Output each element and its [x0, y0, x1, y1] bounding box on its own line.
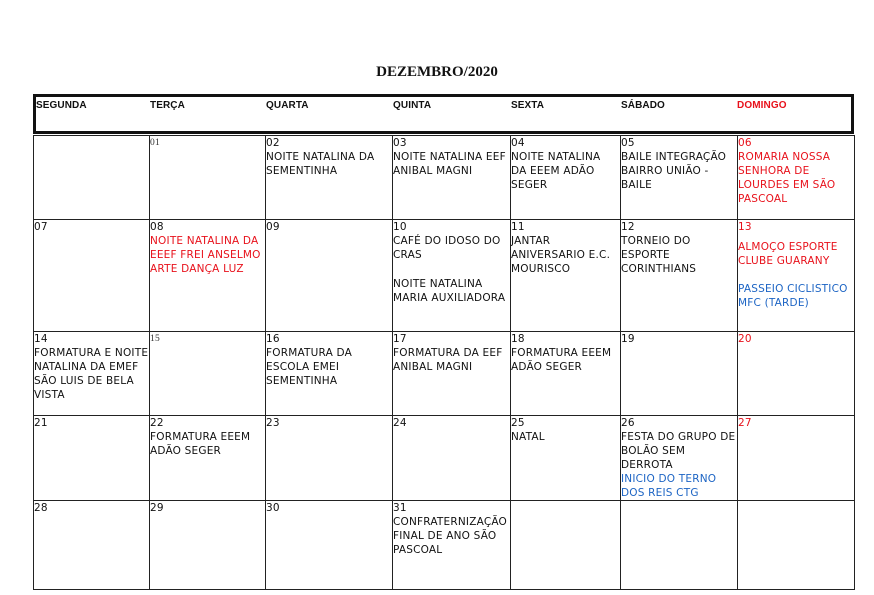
day-number: 12: [621, 221, 635, 233]
day-number: 09: [266, 221, 280, 233]
day-number: 22: [150, 417, 164, 429]
day-cell: [150, 416, 266, 501]
day-number: 01: [150, 138, 160, 148]
day-cell: [34, 332, 150, 416]
day-number: 19: [621, 333, 635, 345]
day-number: 31: [393, 502, 407, 514]
weekday-wednesday: QUARTA: [266, 100, 309, 111]
weekday-tuesday: TERÇA: [150, 100, 185, 111]
day-cell: [393, 332, 511, 416]
day-number: 24: [393, 417, 407, 429]
event-text: NATAL: [511, 431, 545, 443]
day-cell: [621, 416, 738, 501]
day-cell: [738, 220, 855, 332]
day-number: 15: [150, 334, 160, 344]
event-text: INICIO DO TERNO DOS REIS CTG: [621, 473, 717, 499]
day-cell: [393, 501, 511, 590]
event-text: FESTA DO GRUPO DE BOLÃO SEM DERROTA: [621, 431, 736, 471]
day-number: 11: [511, 221, 525, 233]
event-text: NOITE NATALINA EEF ANIBAL MAGNI: [393, 151, 506, 177]
day-number: 06: [738, 137, 752, 149]
day-cell: [738, 501, 855, 590]
event-text: CAFÉ DO IDOSO DO CRAS: [393, 235, 501, 261]
day-cell: [621, 332, 738, 416]
weekday-header: [33, 94, 854, 134]
day-number: 30: [266, 502, 280, 514]
weekday-friday: SEXTA: [511, 100, 545, 111]
event-text: CONFRATERNIZAÇÃO FINAL DE ANO SÃO PASCOAL: [393, 516, 508, 556]
event-text: NOITE NATALINA MARIA AUXILIADORA: [393, 278, 506, 304]
day-number: 16: [266, 333, 280, 345]
calendar-week: [34, 136, 855, 220]
day-number: 27: [738, 417, 752, 429]
day-cell: [266, 501, 393, 590]
day-number: 25: [511, 417, 525, 429]
event-text: PASSEIO CICLISTICO MFC (TARDE): [738, 283, 848, 309]
weekday-thursday: QUINTA: [393, 100, 432, 111]
day-number: 08: [150, 221, 164, 233]
day-cell: [150, 136, 266, 220]
day-number: 28: [34, 502, 48, 514]
event-text: TORNEIO DO ESPORTE CORINTHIANS: [621, 235, 697, 275]
day-number: 23: [266, 417, 280, 429]
day-cell: [511, 332, 621, 416]
day-cell: [393, 136, 511, 220]
calendar-week: [34, 220, 855, 332]
event-text: FORMATURA DA EEF ANIBAL MAGNI: [393, 347, 503, 373]
day-cell: [738, 416, 855, 501]
day-number: 02: [266, 137, 280, 149]
event-text: NOITE NATALINA DA EEEF FREI ANSELMO ARTE DANÇA LUZ: [150, 235, 261, 275]
day-cell: [266, 416, 393, 501]
day-cell: [266, 220, 393, 332]
calendar-grid: [33, 135, 855, 590]
day-number: 03: [393, 137, 407, 149]
day-cell: [738, 136, 855, 220]
day-number: 21: [34, 417, 48, 429]
day-cell: [266, 332, 393, 416]
day-cell: [266, 136, 393, 220]
day-number: 07: [34, 221, 48, 233]
day-cell: [621, 220, 738, 332]
day-number: 17: [393, 333, 407, 345]
event-text: JANTAR ANIVERSARIO E.C. MOURISCO: [511, 235, 611, 275]
calendar-week: [34, 501, 855, 590]
day-cell: [34, 501, 150, 590]
day-cell: [511, 136, 621, 220]
weekday-monday: SEGUNDA: [36, 100, 87, 111]
day-number: 04: [511, 137, 525, 149]
day-number: 29: [150, 502, 164, 514]
event-text: ROMARIA NOSSA SENHORA DE LOURDES EM SÃO PASCOAL: [738, 151, 836, 205]
day-cell: [150, 220, 266, 332]
event-text: FORMATURA EEEM ADÃO SEGER: [150, 431, 251, 457]
day-cell: [34, 416, 150, 501]
day-cell: [150, 332, 266, 416]
day-number: 20: [738, 333, 752, 345]
day-number: 18: [511, 333, 525, 345]
day-cell: [34, 136, 150, 220]
calendar-week: [34, 332, 855, 416]
day-cell: [393, 220, 511, 332]
event-text: NOITE NATALINA DA EEEM ADÃO SEGER: [511, 151, 601, 191]
day-cell: [150, 501, 266, 590]
day-number: 14: [34, 333, 48, 345]
day-cell: [511, 220, 621, 332]
day-cell: [34, 220, 150, 332]
event-text: FORMATURA DA ESCOLA EMEI SEMENTINHA: [266, 347, 353, 387]
day-cell: [738, 332, 855, 416]
event-text: FORMATURA E NOITE NATALINA DA EMEF SÃO LUIS DE BELA VISTA: [34, 347, 149, 401]
day-cell: [511, 501, 621, 590]
day-cell: [621, 136, 738, 220]
weekday-saturday: SÁBADO: [621, 100, 665, 111]
event-text: BAILE INTEGRAÇÃO BAIRRO UNIÃO - BAILE: [621, 151, 727, 191]
day-number: 05: [621, 137, 635, 149]
weekday-sunday: DOMINGO: [737, 100, 787, 111]
day-cell: [511, 416, 621, 501]
calendar-week: [34, 416, 855, 501]
day-number: 26: [621, 417, 635, 429]
day-cell: [621, 501, 738, 590]
event-text: ALMOÇO ESPORTE CLUBE GUARANY: [738, 241, 838, 267]
page-title: DEZEMBRO/2020: [376, 64, 498, 80]
event-text: FORMATURA EEEM ADÃO SEGER: [511, 347, 612, 373]
event-text: NOITE NATALINA DA SEMENTINHA: [266, 151, 375, 177]
day-cell: [393, 416, 511, 501]
day-number: 13: [738, 221, 752, 233]
day-number: 10: [393, 221, 407, 233]
